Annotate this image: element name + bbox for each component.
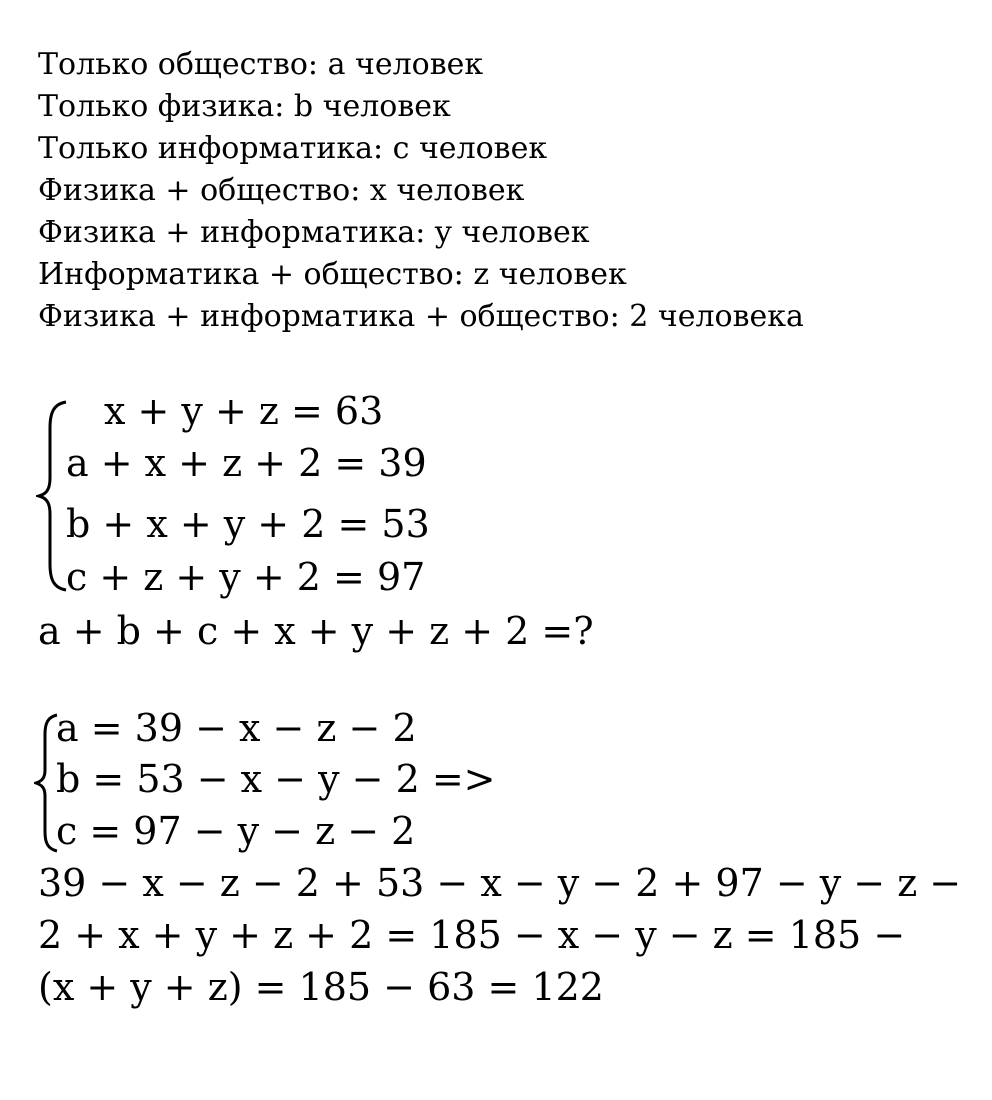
definition-line: Физика + общество: x человек	[38, 173, 525, 208]
equation-line: c + z + y + 2 = 97	[66, 555, 426, 599]
equation-line: a + x + z + 2 = 39	[66, 441, 427, 485]
question-line: a + b + c + x + y + z + 2 =?	[38, 609, 594, 653]
equation-line: x + y + z = 63	[104, 389, 384, 433]
definition-line: Информатика + общество: z человек	[38, 257, 627, 292]
definition-line: Только общество: a человек	[38, 47, 484, 82]
equation-line: b = 53 − x − y − 2 =>	[56, 757, 496, 801]
definition-line: Только физика: b человек	[38, 89, 451, 124]
definition-line: Физика + информатика + общество: 2 человека	[38, 299, 804, 334]
definitions-list	[38, 44, 804, 338]
solution-line: 2 + x + y + z + 2 = 185 − x − y − z = 185 −	[38, 913, 906, 957]
definition-line: Физика + информатика: y человек	[38, 215, 590, 250]
equation-line: c = 97 − y − z − 2	[56, 809, 416, 853]
equation-line: a = 39 − x − z − 2	[56, 706, 417, 750]
solution-line: (x + y + z) = 185 − 63 = 122	[38, 965, 604, 1009]
definition-line: Только информатика: c человек	[38, 131, 548, 166]
solution-line: 39 − x − z − 2 + 53 − x − y − 2 + 97 − y − z −	[38, 861, 962, 905]
equation-line: b + x + y + 2 = 53	[66, 502, 430, 546]
left-brace-icon	[36, 398, 70, 594]
